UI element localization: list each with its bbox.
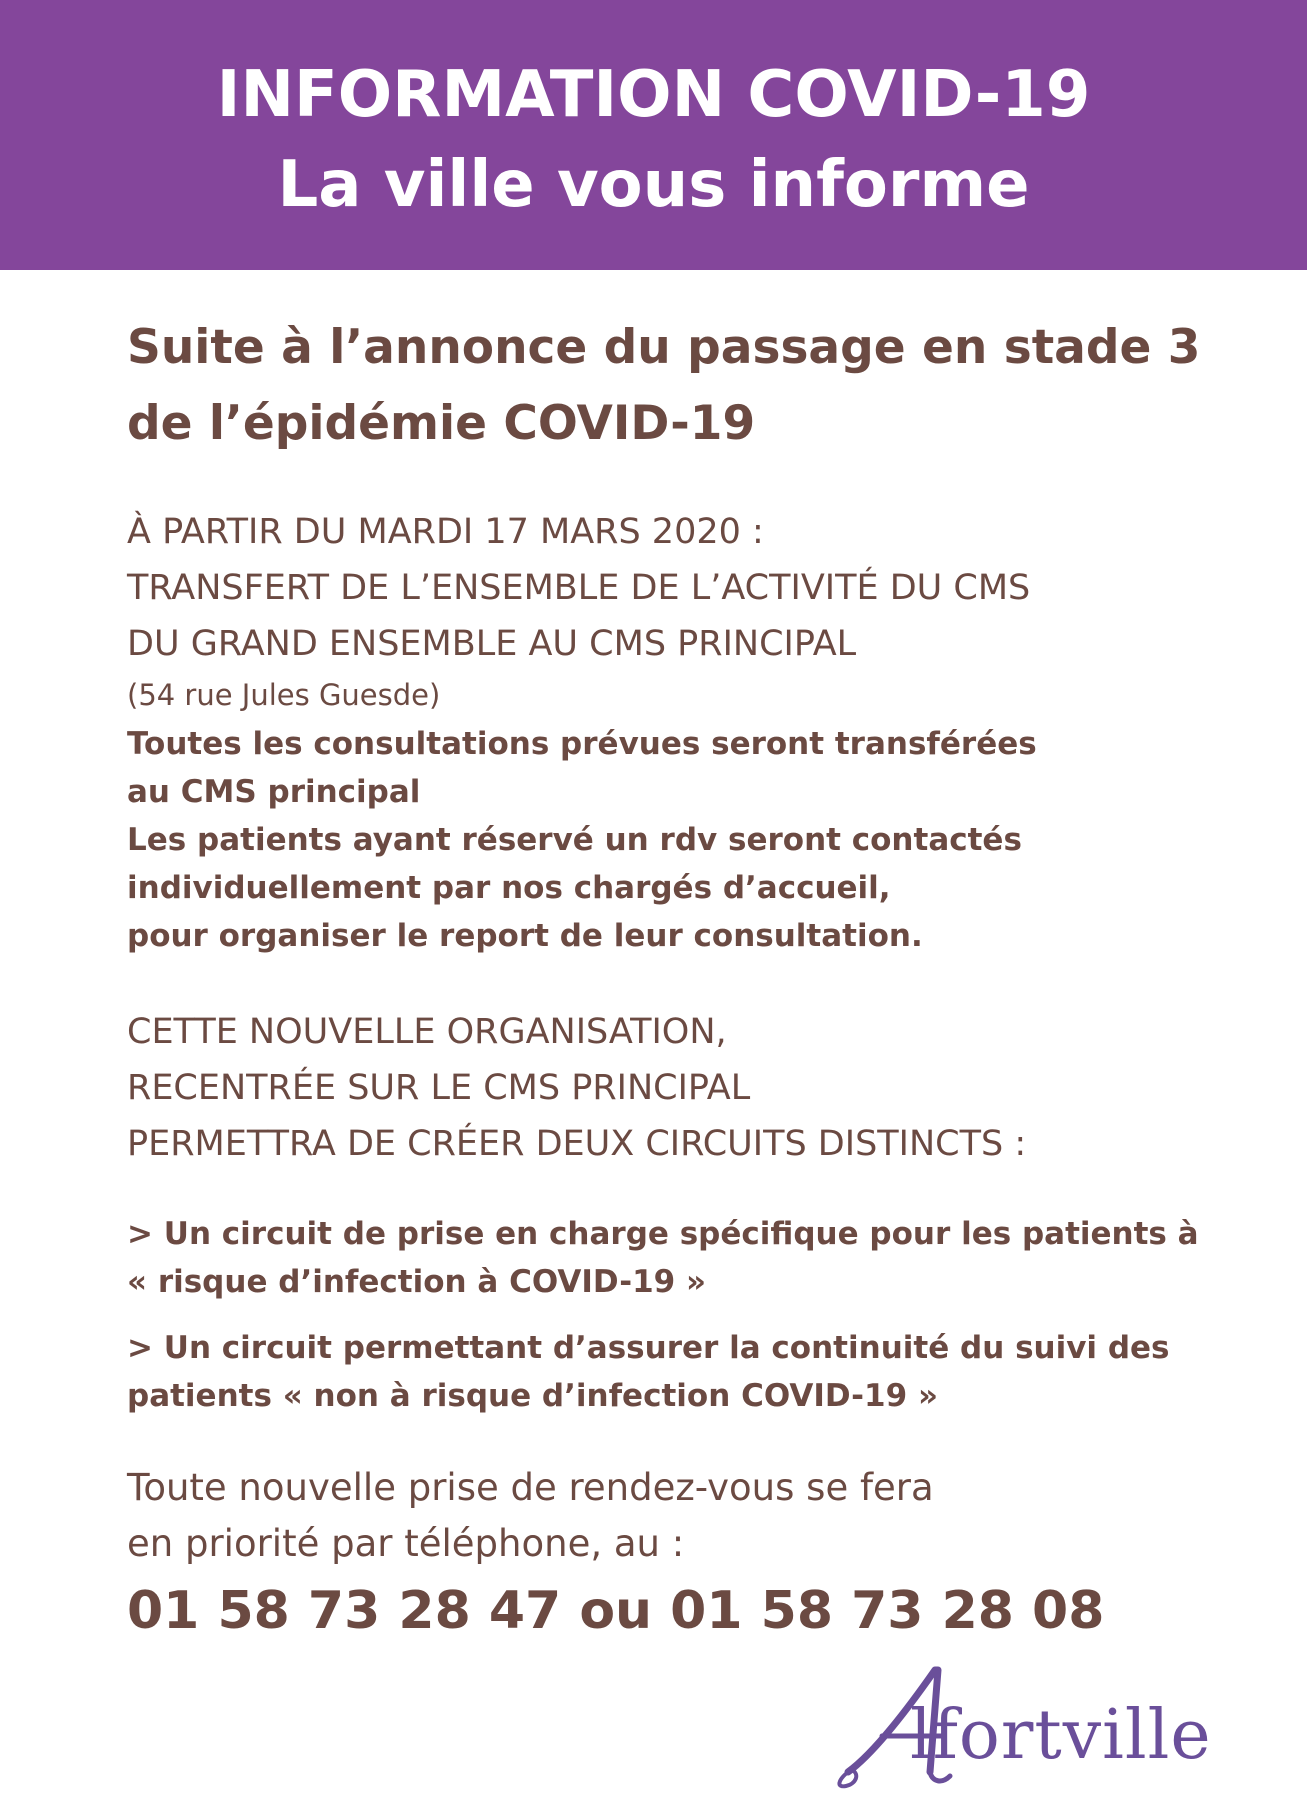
detail-line: au CMS principal	[127, 774, 421, 810]
detail-line: Les patients ayant réservé un rdv seront contactés	[127, 822, 1022, 858]
cms-address: (54 rue Jules Guesde)	[127, 678, 441, 712]
banner-subtitle: La ville vous informe	[277, 148, 1030, 222]
transfer-heading	[127, 504, 1277, 672]
circuits-list	[127, 1210, 1277, 1438]
intro-heading	[127, 310, 1277, 462]
transfer-details	[127, 720, 1277, 960]
heading-line: PERMETTRA DE CRÉER DEUX CIRCUITS DISTINCTS :	[127, 1124, 1027, 1164]
header-banner	[0, 0, 1307, 270]
bullet-line: « risque d’infection à COVID-19 »	[127, 1264, 707, 1300]
heading-line: TRANSFERT DE L’ENSEMBLE DE L’ACTIVITÉ DU CMS	[127, 568, 1031, 608]
detail-line: Toutes les consultations prévues seront transférées	[127, 726, 1037, 762]
appointment-line: Toute nouvelle prise de rendez-vous se fera	[127, 1466, 934, 1509]
list-item	[127, 1210, 1277, 1306]
logo-wordmark: lfortville	[910, 1696, 1212, 1775]
banner-title: INFORMATION COVID-19	[216, 58, 1091, 132]
heading-line: CETTE NOUVELLE ORGANISATION,	[127, 1012, 727, 1052]
list-item	[127, 1324, 1277, 1420]
appointment-line: en priorité par téléphone, au :	[127, 1522, 685, 1565]
detail-line: individuellement par nos chargés d’accueil,	[127, 870, 891, 906]
intro-line: Suite à l’annonce du passage en stade 3	[127, 320, 1201, 375]
bullet-line: > Un circuit permettant d’assurer la continuité du suivi des	[127, 1330, 1170, 1366]
appointment-info	[127, 1460, 1277, 1572]
bullet-line: > Un circuit de prise en charge spécifique pour les patients à	[127, 1216, 1199, 1252]
heading-line: À PARTIR DU MARDI 17 MARS 2020 :	[127, 512, 764, 552]
detail-line: pour organiser le report de leur consultation.	[127, 918, 923, 954]
bullet-line: patients « non à risque d’infection COVID-19 »	[127, 1378, 938, 1414]
heading-line: RECENTRÉE SUR LE CMS PRINCIPAL	[127, 1068, 751, 1108]
alfortville-logo	[830, 1660, 1270, 1790]
phone-numbers: 01 58 73 28 47 ou 01 58 73 28 08	[127, 1581, 1105, 1641]
intro-line: de l’épidémie COVID-19	[127, 396, 756, 451]
heading-line: DU GRAND ENSEMBLE AU CMS PRINCIPAL	[127, 624, 857, 664]
organisation-heading	[127, 1004, 1277, 1172]
